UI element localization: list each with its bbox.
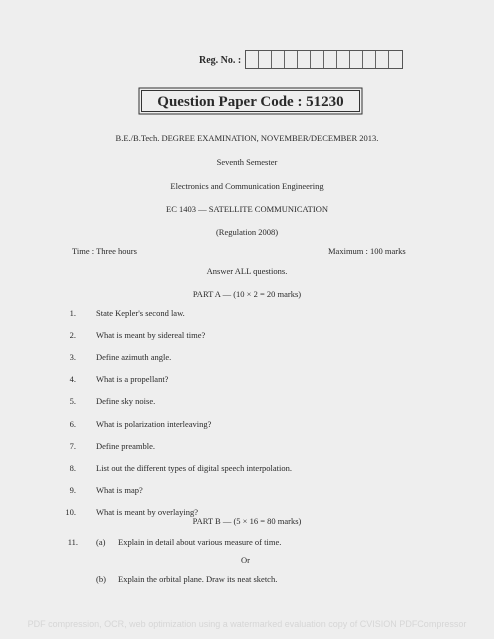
or-separator: Or xyxy=(241,555,250,565)
question-text: What is map? xyxy=(96,485,143,495)
question-number: 11. xyxy=(67,537,78,547)
subject: EC 1403 — SATELLITE COMMUNICATION xyxy=(166,204,328,214)
reg-no-box[interactable] xyxy=(285,51,298,68)
reg-no-boxes[interactable] xyxy=(245,50,403,69)
question-number: 7. xyxy=(69,441,76,451)
question-text: What is meant by overlaying? xyxy=(96,507,198,517)
sub-question-label: (a) xyxy=(96,537,106,547)
time-allowed: Time : Three hours xyxy=(72,246,137,256)
question-text: Define sky noise. xyxy=(96,396,156,406)
question-text: Explain the orbital plane. Draw its neat sketch. xyxy=(118,574,278,584)
question-number: 6. xyxy=(69,419,76,429)
reg-no-box[interactable] xyxy=(324,51,337,68)
reg-no-box[interactable] xyxy=(272,51,285,68)
reg-no-box[interactable] xyxy=(259,51,272,68)
instruction: Answer ALL questions. xyxy=(206,266,288,276)
sub-question-label: (b) xyxy=(96,574,106,584)
max-marks: Maximum : 100 marks xyxy=(328,246,406,256)
question-number: 3. xyxy=(69,352,76,362)
regulation: (Regulation 2008) xyxy=(215,227,279,237)
question-text: List out the different types of digital speech interpolation. xyxy=(96,463,293,473)
reg-no-box[interactable] xyxy=(337,51,350,68)
question-text: What is a propellant? xyxy=(96,374,169,384)
reg-no-box[interactable] xyxy=(298,51,311,68)
question-paper-code: Question Paper Code : 51230 xyxy=(141,90,360,112)
question-number: 4. xyxy=(69,374,76,384)
semester: Seventh Semester xyxy=(216,157,278,167)
question-text: What is meant by sidereal time? xyxy=(96,330,206,340)
question-number: 8. xyxy=(69,463,76,473)
watermark-footer: PDF compression, OCR, web optimization using a watermarked evaluation copy of CVISION PDFCompressor xyxy=(27,619,467,629)
reg-no-box[interactable] xyxy=(311,51,324,68)
question-number: 1. xyxy=(69,308,76,318)
part-a-heading: PART A — (10 × 2 = 20 marks) xyxy=(192,289,302,299)
reg-no-box[interactable] xyxy=(350,51,363,68)
reg-no-box[interactable] xyxy=(376,51,389,68)
reg-no-label: Reg. No. : xyxy=(199,55,242,66)
exam-title: B.E./B.Tech. DEGREE EXAMINATION, NOVEMBER/DECEMBER 2013. xyxy=(115,133,379,143)
part-b-heading: PART B — (5 × 16 = 80 marks) xyxy=(192,516,302,526)
question-text: Define preamble. xyxy=(96,441,155,451)
question-text: Define azimuth angle. xyxy=(96,352,172,362)
question-text: State Kepler's second law. xyxy=(96,308,185,318)
reg-no-box[interactable] xyxy=(389,51,402,68)
reg-no-box[interactable] xyxy=(246,51,259,68)
question-text: What is polarization interleaving? xyxy=(96,419,212,429)
question-text: Explain in detail about various measure of time. xyxy=(118,537,282,547)
question-number: 2. xyxy=(69,330,76,340)
question-number: 9. xyxy=(69,485,76,495)
question-number: 10. xyxy=(65,507,76,517)
branch: Electronics and Communication Engineering xyxy=(170,181,324,191)
question-number: 5. xyxy=(69,396,76,406)
reg-no-box[interactable] xyxy=(363,51,376,68)
